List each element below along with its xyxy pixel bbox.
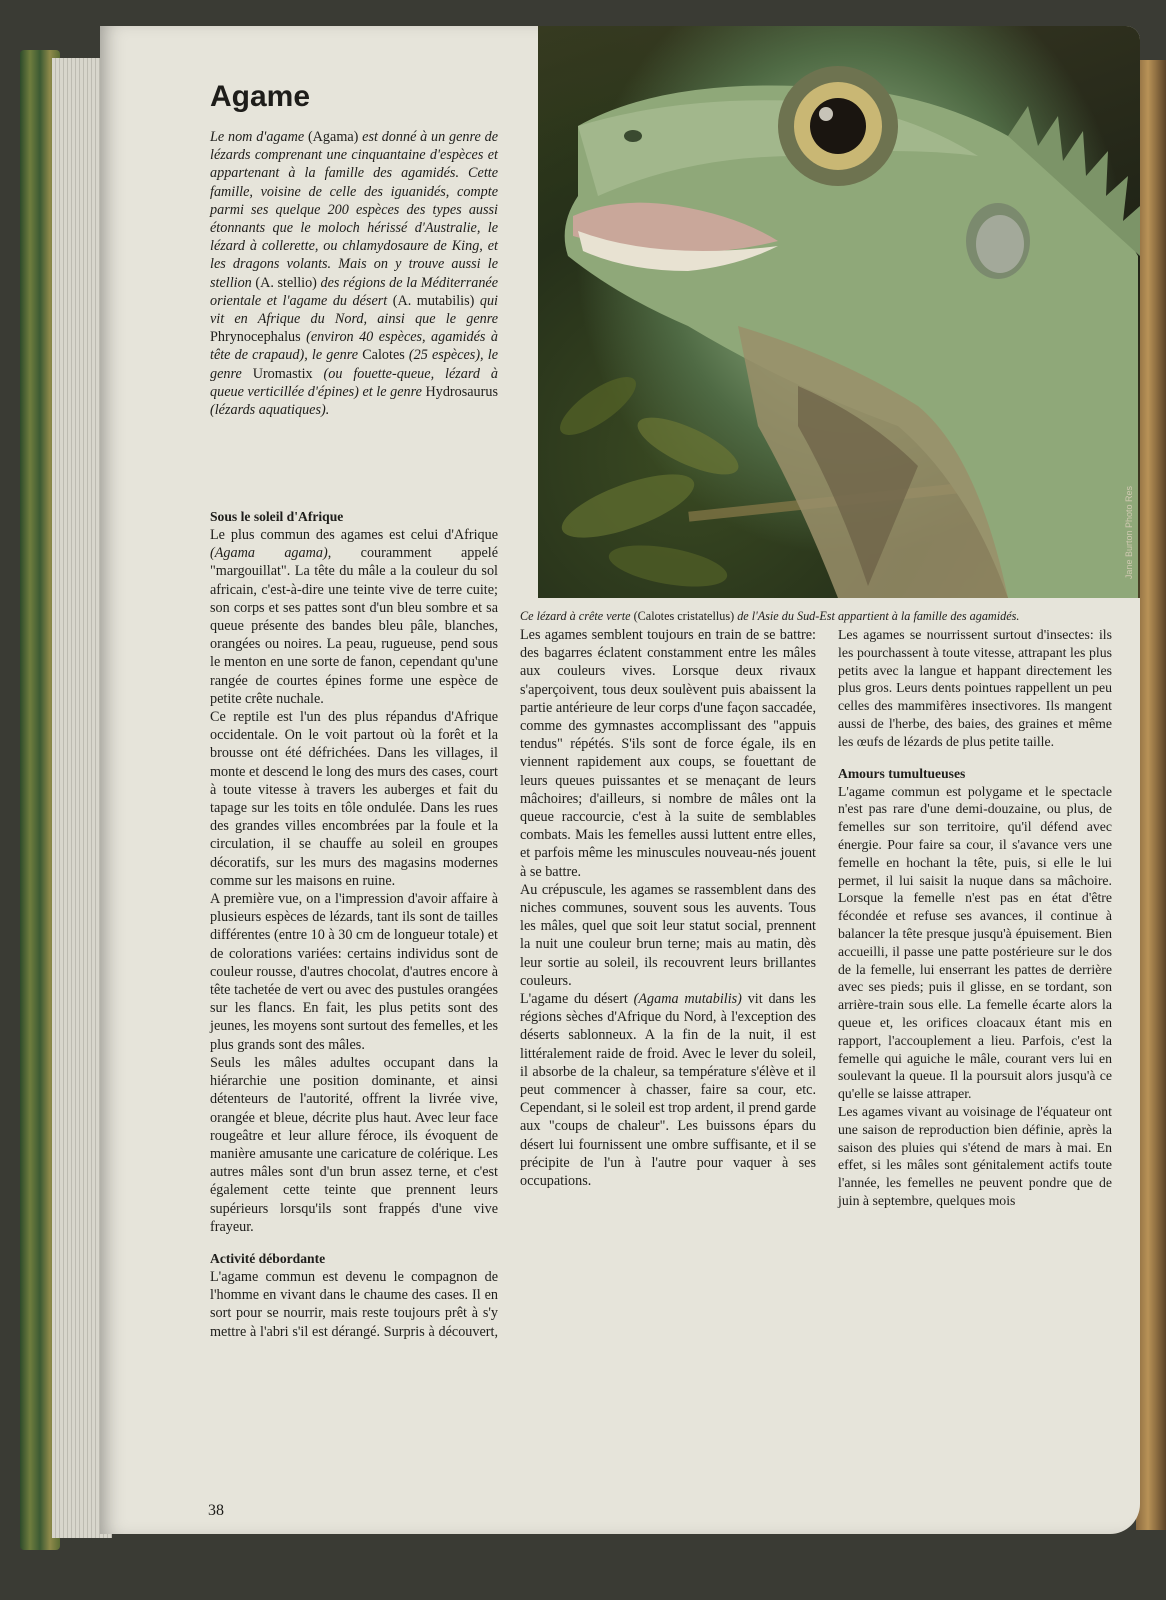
intro-genus: Calotes [362, 347, 405, 364]
paragraph-text: vit dans les régions sèches d'Afrique du Nord, à l'exception des déserts sablonneux. A la fin de la nuit, il est littéralement raide de froid. Avec le lever du soleil, il absorbe de la chaleur, sa température s'élève et il peut commencer à chasser, faire sa cour, etc. Cependant, si le soleil est trop ardent, il prend garde aux "coups de chaleur". Les buissons épars du désert lui fournissent une ombre suffisante, et il se précipite de l'un à l'autre pour vaquer à ses occupations. [520, 991, 816, 1190]
intro-genus: (A. mutabilis) [392, 292, 475, 309]
paragraph: Seuls les mâles adultes occupant dans la hiérarchie une position dominante, et ainsi détenteurs de l'autorité, offrent la livrée vive, orangée et bleue, décrite plus haut. Avec leur face rougeâtre et leur allure féroce, ils évoquent de manière amusante une caricature de colérique. Les autres mâles sont d'un brun assez terne, et c'est également cette teinte que prennent leurs supérieurs lorsqu'ils sont frappés d'une vive frayeur. [210, 1054, 498, 1235]
intro-genus: Uromastix [252, 365, 313, 382]
intro-paragraph [210, 128, 498, 419]
section-heading: Amours tumultueuses [838, 765, 966, 781]
paragraph: Les agames semblent toujours en train de se battre: des bagarres éclatent constamment entre les mâles aux couleurs vives. Lorsque deux rivaux s'aperçoivent, tous deux soulèvent puis abaissent la partie antérieure de leur corps d'une façon saccadée, comme des gymnastes accomplissant des "appuis tendus" répétés. S'ils sont de force égale, ils en viennent rapidement aux coups, se fouettant de leurs queues puissantes et se menaçant de leurs mâchoires; d'ailleurs, si nombre de mâles ont la queue raccourcie, c'est à la suite de semblables combats. Mais les femelles aussi luttent entre elles, et parfois même les minuscules nouveau-nés jouent à se battre. [520, 627, 816, 880]
paragraph: L'agame commun est polygame et le spectacle n'est pas rare d'une demi-douzaine, ou plus, de femelles sur son territoire, qu'il défend avec énergie. Pour faire sa cour, il s'avance vers une femelle en hochant la tête, puis, si elle le lui permet, il lui saisit la nuque dans sa mâchoire. Lorsque la femelle n'est pas en état d'être fécondée et refuse ses avances, il continue à balancer la tête presque jusqu'à épuisement. Bien accueilli, il passe une patte postérieure sur le dos de la femelle, lui enserrant les pattes de derrière avec ses pieds; puis il glisse, en se tordant, son arrière-train sous elle. La femelle écarte alors la queue et, les orifices cloacaux étant mis en rapport, l'accouplement a lieu. Parfois, c'est la femelle qui aguiche le mâle, courant vers lui en soulevant la queue. Il la poursuit alors jusqu'à ce qu'elle se laisse attraper. [838, 783, 1112, 1102]
paragraph: Les agames vivant au voisinage de l'équateur ont une saison de reproduction bien définie, après la saison des pluies qui s'étend de mars à mai. En effet, si les mâles sont génitalement actifs toute l'année, les femelles ne peuvent pondre que de juin à septembre, quelques mois [838, 1103, 1112, 1208]
intro-text: (ou fouette-queue, lézard à queue verticillée d'épines) et le genre [210, 365, 498, 400]
paragraph: L'agame commun est devenu le compagnon de l'homme en vivant dans le chaume des cases. Il en sort pour se nourrir, mais reste toujours prêt à s'y mettre à l'abri s'il est dérangé. Surpris à découvert, [210, 1268, 498, 1340]
book-right-edge [1136, 60, 1166, 1530]
intro-genus: Hydrosaurus [425, 383, 498, 400]
section-heading: Sous le soleil d'Afrique [210, 509, 344, 524]
paragraph [520, 990, 816, 1190]
book-page [100, 26, 1140, 1534]
paragraph-text: L'agame du désert [520, 991, 634, 1008]
section-heading: Activité débordante [210, 1250, 326, 1266]
intro-genus: (Agama) [307, 129, 359, 145]
caption-scientific-name: (Calotes cristatellus) [633, 609, 735, 623]
column-3 [838, 626, 1112, 1210]
paragraph: Ce reptile est l'un des plus répandus d'Afrique occidentale. On le voit partout où la forêt et la brousse ont été défrichées. Dans les villages, il monte et descend le long des murs des cases, court à toute vitesse à travers les auberges et fait du tapage sur les toits en tôle ondulée. Dans les rues des grandes villes encombrées par la foule et la circulation, il se chauffe au soleil en groupes décoratifs, sur les murs des magasins modernes comme sur les maisons en ruine. [210, 709, 498, 889]
scientific-name: (Agama agama) [210, 545, 328, 562]
intro-text: des régions de la Méditerranée orientale et l'agame du désert [210, 274, 499, 309]
intro-text: est donné à un genre de lézards comprenant une cinquantaine d'espèces et appartenant à la famille des agamidés. Cette famille, voisine de celle des iguanidés, compte parmi ses quelque 200 espèces des types aussi étonnants que le moloch hérissé d'Australie, le lézard à collerette, ou chlamydosaure de King, et les dragons volants. Mais on y trouve aussi le stellion [210, 129, 498, 291]
article-title: Agame [210, 80, 311, 113]
intro-text: qui vit en Afrique du Nord, ainsi que le genre [210, 292, 498, 328]
caption-text-end: de l'Asie du Sud-Est appartient à la famille des agamidés. [734, 609, 1020, 623]
column-2 [520, 626, 816, 1190]
photo-credit: Jane Burton Photo Res [1124, 486, 1134, 580]
caption-text: Ce lézard à crête verte [520, 609, 634, 623]
photo-caption [520, 609, 1120, 624]
paragraph [210, 526, 498, 708]
paragraph: Les agames se nourrissent surtout d'insectes: ils les pourchassent à toute vitesse, attrapant les plus petits avec la langue et happant directement les plus gros. Leurs dents pointues rappellent un peu celles des mammifères insectivores. Ils mangent aussi de l'herbe, des baies, des graines et même les œufs de lézards de plus petite taille. [838, 627, 1112, 749]
intro-genus: (A. stellio) [255, 274, 317, 291]
intro-text: Le nom d'agame [210, 129, 308, 145]
intro-text: (environ 40 espèces, agamidés à tête de crapaud), le genre [210, 329, 498, 364]
intro-genus: Phrynocephalus [210, 329, 301, 346]
lizard-illustration [538, 26, 1140, 598]
column-1 [210, 508, 498, 1340]
scientific-name: (Agama mutabilis) [633, 991, 742, 1008]
paragraph: A première vue, on a l'impression d'avoir affaire à plusieurs espèces de lézards, tant ils sont de tailles différentes (entre 10 à 30 cm de longueur totale) et de colorations variées: certains individus sont de couleur rousse, d'autres chocolat, d'autres encore à tête tachetée de vert ou avec des pustules orangées sur les flancs. En fait, les plus petits sont des jeunes, les moyens sont surtout des femelles, et les plus grands sont des mâles. [210, 891, 498, 1053]
paragraph-text: Le plus commun des agames est celui d'Afrique [210, 527, 498, 543]
paragraph-text: , couramment appelé "margouillat". La tête du mâle a la couleur du sol africain, c'est-à-dire une teinte vive de terre cuite; son corps et ses pattes sont d'un bleu sombre et sa queue présente des bandes bleu pâle, blanches, orangées ou noires. La peau, rugueuse, pend sous le menton en une sorte de fanon, cependant qu'une rangée de courtes épines forme une espèce de petite crête nuchale. [210, 545, 498, 707]
page-number: 38 [208, 1502, 224, 1519]
intro-text: (lézards aquatiques). [210, 402, 330, 419]
paragraph: Au crépuscule, les agames se rassemblent dans des niches communes, souvent sous les auvents. Tous les mâles, quel que soit leur statut social, prennent la nuit une couleur brun terne; mais au matin, dès leur sortie au soleil, ils recouvrent leurs brillantes couleurs. [520, 881, 816, 989]
lizard-photo [538, 26, 1140, 598]
intro-text: (25 espèces), le genre [210, 347, 498, 382]
